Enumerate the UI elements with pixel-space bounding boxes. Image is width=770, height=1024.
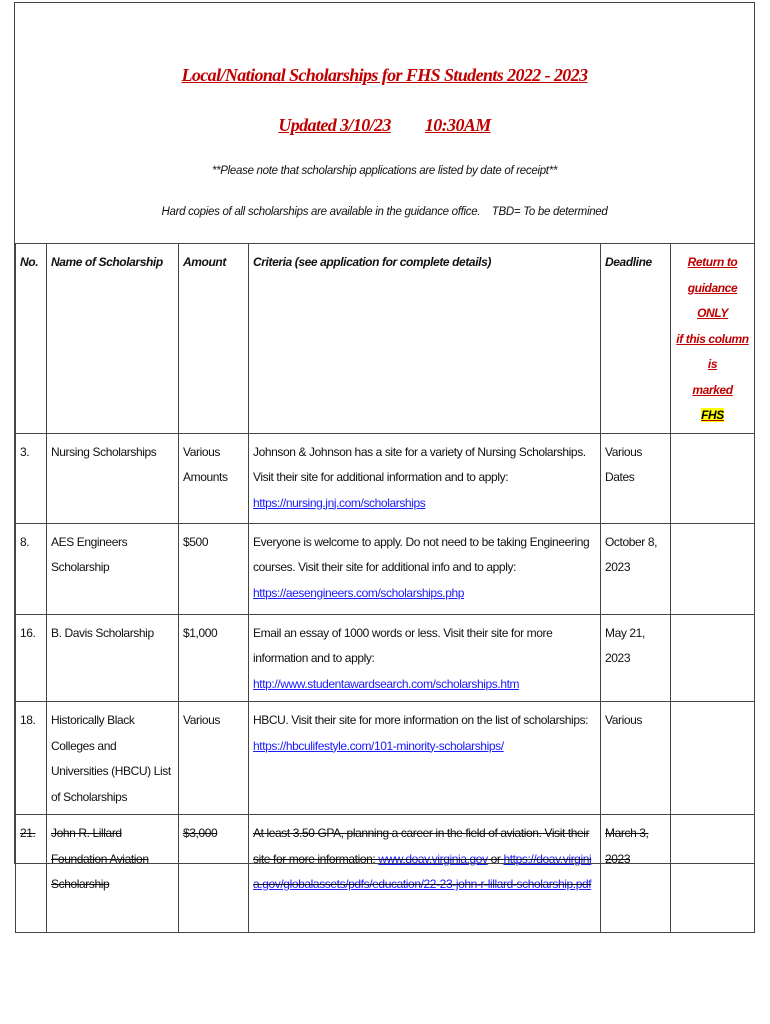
scholarship-table: [15, 243, 755, 933]
row-amount: Various: [179, 702, 249, 815]
criteria-text: At least 3.50 GPA, planning a career in the field of aviation. Visit their site for more information:: [253, 826, 590, 866]
row-deadline: Various: [601, 702, 671, 815]
table-row-expired: [16, 815, 755, 933]
fhs-marker: FHS: [701, 408, 724, 422]
row-name: Nursing Scholarships: [47, 433, 179, 523]
page-title: Local/National Scholarships for FHS Students 2022 - 2023: [181, 65, 588, 85]
hard-copies-note: Hard copies of all scholarships are available in the guidance office. TBD= To be determined: [161, 206, 608, 218]
row-deadline: Various Dates: [601, 433, 671, 523]
document-frame: [14, 2, 755, 891]
row-return: [671, 433, 755, 523]
row-amount: $500: [179, 523, 249, 614]
row-name: John R. Lillard Foundation Aviation Scholarship: [47, 815, 179, 933]
table-row: [16, 523, 755, 614]
table-row: [16, 614, 755, 702]
row-no: 3.: [16, 433, 47, 523]
updated-date: Updated 3/10/23: [278, 115, 391, 135]
criteria-text: Johnson & Johnson has a site for a variety of Nursing Scholarships. Visit their site for additional information and to apply:: [253, 444, 586, 484]
col-header-criteria: Criteria (see application for complete details): [249, 244, 601, 434]
col-header-amount: Amount: [179, 244, 249, 434]
row-amount: Various Amounts: [179, 433, 249, 523]
updated-time: 10:30AM: [424, 115, 491, 135]
table-row: [16, 433, 755, 523]
return-line-4: marked: [692, 382, 733, 397]
row-no: 16.: [16, 614, 47, 702]
row-deadline: October 8, 2023: [601, 523, 671, 614]
row-deadline: March 3, 2023: [601, 815, 671, 933]
row-return: [671, 523, 755, 614]
scholarship-pdf-link[interactable]: https://doav.virginia.gov/globalassets/pdfs/education/22-23-john-r-lillard-scholarship.pdf: [253, 851, 592, 891]
or-text: or: [487, 851, 504, 866]
row-name: B. Davis Scholarship: [47, 614, 179, 702]
row-criteria: [249, 614, 601, 702]
col-header-name: Name of Scholarship: [47, 244, 179, 434]
row-criteria: [249, 702, 601, 815]
scholarship-link[interactable]: www.doav.virginia.gov: [378, 851, 488, 866]
scholarship-link[interactable]: http://www.studentawardsearch.com/scholarships.htm: [253, 676, 520, 691]
row-name: AES Engineers Scholarship: [47, 523, 179, 614]
row-criteria: [249, 815, 601, 933]
row-no: 18.: [16, 702, 47, 815]
return-line-1: Return to: [687, 255, 738, 269]
row-deadline: May 21, 2023: [601, 614, 671, 702]
row-return: [671, 702, 755, 815]
col-header-no: No.: [16, 244, 47, 434]
return-line-3: if this column is: [676, 331, 749, 371]
row-name: Historically Black Colleges and Universities (HBCU) List of Scholarships: [47, 702, 179, 815]
table-header-row: [16, 244, 755, 434]
row-return: [671, 614, 755, 702]
col-header-deadline: Deadline: [601, 244, 671, 434]
criteria-text: HBCU. Visit their site for more information on the list of scholarships:: [253, 713, 589, 727]
scholarship-link[interactable]: https://aesengineers.com/scholarships.php: [253, 585, 465, 600]
row-amount: $1,000: [179, 614, 249, 702]
row-no: 8.: [16, 523, 47, 614]
scholarship-link[interactable]: https://hbculifestyle.com/101-minority-scholarships/: [253, 738, 504, 753]
row-criteria: [249, 523, 601, 614]
col-header-return: [671, 244, 755, 434]
document-header: [15, 3, 754, 243]
criteria-text: Everyone is welcome to apply. Do not need to be taking Engineering courses. Visit their site for additional info and to apply:: [253, 534, 590, 574]
row-return: [671, 815, 755, 933]
table-row: [16, 702, 755, 815]
row-no: 21.: [16, 815, 47, 933]
row-criteria: [249, 433, 601, 523]
scholarship-link[interactable]: https://nursing.jnj.com/scholarships: [253, 495, 426, 510]
return-line-2: guidance ONLY: [687, 280, 738, 320]
updated-line: [15, 115, 754, 136]
receipt-note: **Please note that scholarship applications are listed by date of receipt**: [211, 165, 558, 177]
criteria-text: Email an essay of 1000 words or less. Visit their site for more information and to apply:: [253, 625, 553, 665]
row-amount: $3,000: [179, 815, 249, 933]
